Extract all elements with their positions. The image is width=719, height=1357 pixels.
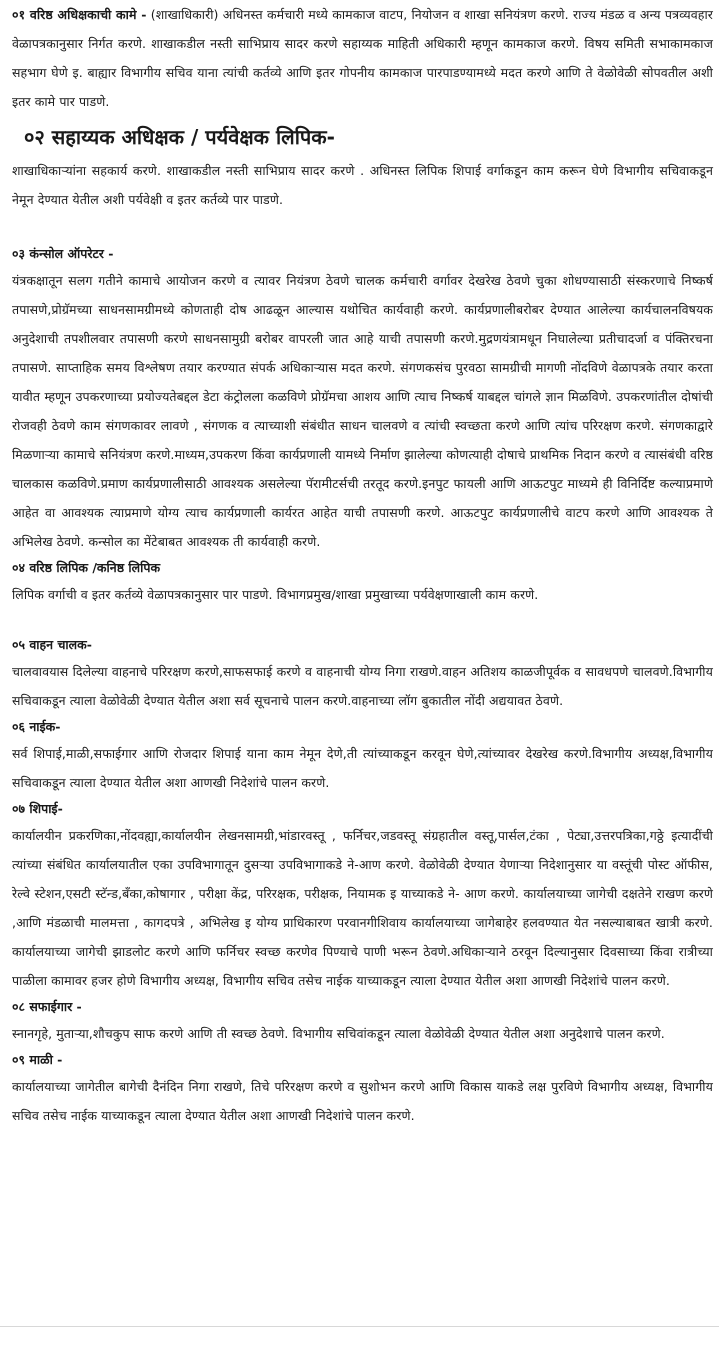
section-05 [12, 633, 713, 715]
spacer [12, 609, 713, 633]
section-03 [12, 242, 713, 556]
section-02-heading: ०२ सहाय्यक अधिक्षक / पर्यवेक्षक लिपिक- [24, 125, 335, 149]
section-05-body: चालवावयास दिलेल्या वाहनाचे परिरक्षण करणे,साफसफाई करणे व वाहनाची योग्य निगा राखणे.वाहन अतिशय काळजीपूर्वक व सावधपणे चालवणे.विभागीय सचिवाकडून त्याला वेळोवेळी देण्यात येतील अशा सर्व सूचनाचे पालन करणे.वाहनाच्या लॉग बुकातील नोंदी अद्ययावत ठेवणे. [12, 664, 713, 708]
section-09 [12, 1048, 713, 1130]
section-07-body: कार्यालयीन प्रकरणिका,नोंदवह्या,कार्यालयीन लेखनसामग्री,भांडारवस्तू , फर्निचर,जडवस्तू संग्रहातील वस्तू,पार्सल,टंका , पेट्या,उत्तरपत्रिका,गठ्ठे इत्यादींची त्यांच्या संबंधित कार्यालयातील एका उपविभागातून दुसऱ्या उपविभागाकडे ने-आण करणे. वेळोवेळी देण्यात येणाऱ्या निदेशानुसार या वस्तूंची पोस्ट ऑफीस, रेल्वे स्टेशन,एसटी स्टॅन्ड,बँका,कोषागार , परीक्षा केंद्र, परिरक्षक, परीक्षक, नियामक इ याच्याकडे ने- आण करणे. कार्यालयाच्या जागेची दक्षतेने राखण करणे ,आणि मंडळाची मालमत्ता , कागदपत्रे , अभिलेख इ योग्य प्राधिकारण परवानगीशिवाय कार्यालयाच्या जागेबाहेर हलवण्यात येत नसल्याबाबत खात्री करणे. कार्यालयाच्या जागेची झाडलोट करणे आणि फर्निचर स्वच्छ करणेव पिण्याचे पाणी भरून ठेवणे.अधिकाऱ्याने ठरवून दिल्यानुसार दिवसाच्या किंवा रात्रीच्या पाळीला कामावर हजर होणे विभागीय अध्यक्ष, विभागीय सचिव तसेच नाईक याच्याकडून त्याला देण्यात येतील अशा आणखी निदेशांचे पालन करणे. [12, 828, 713, 988]
section-01-body: (शाखाधिकारी) अधिनस्त कर्मचारी मध्ये कामकाज वाटप, नियोजन व शाखा सनियंत्रण करणे. राज्य मंडळ व अन्य पत्रव्यवहार वेळापत्रकानुसार निर्गत करणे. शाखाकडील नस्ती साभिप्राय सादर करणे सहाय्यक माहिती अधिकारी म्हणून कामकाज करणे. विषय समिती सभाकामकाज सहभाग घेणे इ. बाह्यार विभागीय सचिव याना त्यांची कर्तव्ये आणि इतर गोपनीय कामकाज पारपाडण्यामध्ये मदत करणे आणि ते वेळोवेळी सोपवतील अशी इतर कामे पार पाडणे. [12, 7, 713, 109]
section-05-heading: ०५ वाहन चालक- [12, 637, 92, 652]
section-02-body: शाखाधिकाऱ्यांना सहकार्य करणे. शाखाकडील नस्ती साभिप्राय सादर करणे . अधिनस्त लिपिक शिपाई वर्गाकडून काम करून घेणे विभागीय सचिवाकडून नेमून देण्यात येतील अशी पर्यवेक्षी व इतर कर्तव्ये पार पाडणे. [12, 163, 713, 207]
section-08 [12, 995, 713, 1048]
section-04 [12, 556, 713, 609]
section-06 [12, 715, 713, 797]
section-02 [12, 122, 713, 214]
spacer [12, 214, 713, 242]
section-01 [12, 0, 713, 116]
section-09-body: कार्यालयाच्या जागेतील बागेची दैनंदिन निगा राखणे, तिचे परिरक्षण करणे व सुशोभन करणे आणि विकास याकडे लक्ष पुरविणे विभागीय अध्यक्ष, विभागीय सचिव तसेच नाईक याच्याकडून त्याला देण्यात येतील अशा आणखी निदेशांचे पालन करणे. [12, 1079, 713, 1123]
section-08-heading: ०८ सफाईगार - [12, 999, 82, 1014]
section-06-heading: ०६ नाईक- [12, 719, 61, 734]
section-07 [12, 797, 713, 995]
section-07-heading: ०७ शिपाई- [12, 801, 63, 816]
section-08-body: स्नानगृहे, मुताऱ्या,शौचकुप साफ करणे आणि ती स्वच्छ ठेवणे. विभागीय सचिवांकडून त्याला वेळोवेळी देण्यात येतील अशा अनुदेशाचे पालन करणे. [12, 1026, 665, 1041]
section-04-heading: ०४ वरिष्ठ लिपिक /कनिष्ठ लिपिक [12, 560, 161, 575]
section-01-heading: ०१ वरिष्ठ अधिक्षकाची कामे - [12, 7, 147, 22]
section-01-paragraph [12, 0, 713, 116]
section-06-body: सर्व शिपाई,माळी,सफाईगार आणि रोजदार शिपाई याना काम नेमून देणे,ती त्यांच्याकडून करवून घेणे,त्यांच्यावर देखरेख करणे.विभागीय अध्यक्ष,विभागीय सचिवाकडून त्याला देण्यात येतील अशा आणखी निदेशांचे पालन करणे. [12, 746, 713, 790]
section-04-body: लिपिक वर्गाची व इतर कर्तव्ये वेळापत्रकानुसार पार पाडणे. विभागप्रमुख/शाखा प्रमुखाच्या पर्यवेक्षणाखाली काम करणे. [12, 587, 539, 602]
section-09-heading: ०९ माळी - [12, 1052, 63, 1067]
section-03-heading: ०३ कंन्सोल ऑपरेटर - [12, 246, 114, 261]
page-bottom-rule [0, 1326, 719, 1327]
section-03-body: यंत्रकक्षातून सलग गतीने कामाचे आयोजन करणे व त्यावर नियंत्रण ठेवणे चालक कर्मचारी वर्गावर देखरेख ठेवणे चुका शोधण्यासाठी संस्करणाचे निष्कर्ष तपासणे,प्रोग्रॅमच्या साधनसामग्रीमध्ये कोणताही दोष आढळून आल्यास यथोचित कार्यवाही करणे. कार्यप्रणालीबरोबर देण्यात आलेल्या कार्यचालनविषयक अनुदेशाची तपशीलवार तपासणी करणे साधनसामुग्री बरोबर वापरली जात आहे याची तपासणी करणे.मुद्रणयंत्रामधून निघालेल्या प्रतीचादर्जा व पंक्तिरचना तपासणे. साप्ताहिक समय विश्लेषण तयार करण्यात संपर्क अधिकाऱ्यास मदत करणे. संगणकसंच पुरवठा सामग्रीची मागणी नोंदविणे वेळापत्रके तयार करता यावीत म्हणून उपकरणाच्या प्रयोज्यतेबद्दल डेटा कंट्रोलला कळविणे प्रोग्रॅमचा आशय आणि त्याच निष्कर्ष याबद्दल चांगले ज्ञान मिळविणे. उपकरणांतील दोषांची रोजवही ठेवणे काम संगणकावर लावणे , संगणक व त्याच्याशी संबंधीत साधन चालवणे व त्यांची स्वच्छता करणे आणि त्यांच परिरक्षण करणे. संगणकाद्वारे मिळणाऱ्या कामाचे सनियंत्रण करणे.माध्यम,उपकरण किंवा कार्यप्रणाली यामध्ये निर्माण झालेल्या कोणत्याही दोषाचे प्राथमिक निदान करणे व त्यासंबंधी वरिष्ठ चालकास कळविणे.प्रमाण कार्यप्रणालीसाठी आवश्यक असलेल्या पॅरामीटर्सची तरतूद करणे.इनपुट फायली आणि आऊटपुट माध्यमे ही विनिर्दिष्ट कल्याप्रमाणे आहेत वा आवश्यक त्याप्रमाणे योग्य त्याच कार्यप्रणाली कार्यरत आहेत याची तपासणी करणे. आऊटपुट कार्यप्रणालीचे वाटप करणे आणि आवश्यक ते अभिलेख ठेवणे. कन्सोल का मेंटेबाबत आवश्यक ती कार्यवाही करणे. [12, 273, 713, 549]
